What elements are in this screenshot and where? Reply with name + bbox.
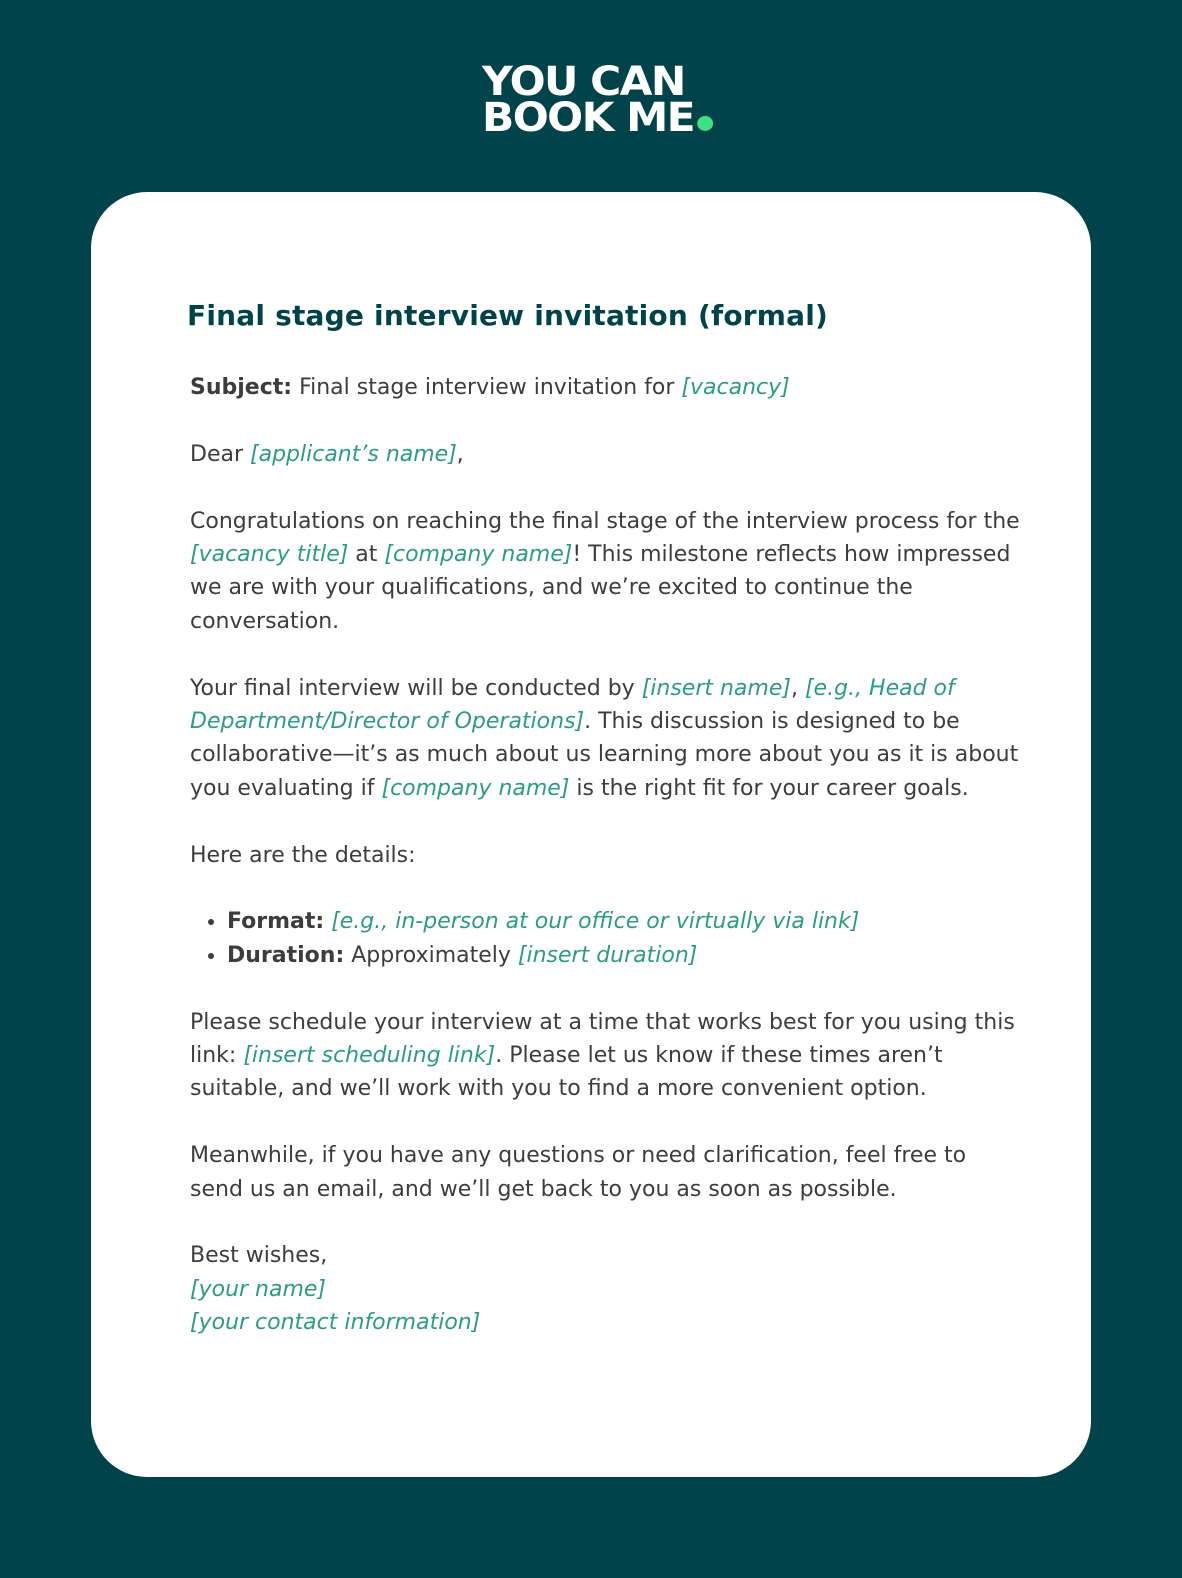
- para1-text-1: Congratulations on reaching the final stage of the interview process for the: [190, 508, 1020, 534]
- para3-text-1: Please schedule your interview at a time that works best for you using this link:: [190, 1009, 1015, 1069]
- duration-label: Duration:: [227, 942, 345, 968]
- subject-label: Subject:: [190, 375, 293, 400]
- para2-text-1: Your final interview will be conducted by: [190, 675, 642, 701]
- document-content: [187, 296, 1020, 1340]
- para2-text-3: . This discussion is designed to be collaborative—it’s as much about us learning more about you as it is about you evaluating if: [190, 709, 1019, 801]
- brand-logo: [0, 59, 1182, 141]
- placeholder-your-name: [your name]: [190, 1276, 327, 1302]
- logo-wordmark: [481, 59, 700, 141]
- placeholder-interviewer-role: [e.g., Head of Department/Director of Operations]: [190, 675, 955, 735]
- format-label: Format:: [227, 909, 325, 935]
- placeholder-vacancy: [vacancy]: [681, 375, 790, 400]
- signature-block: [190, 1239, 1020, 1339]
- greeting: [190, 438, 1020, 471]
- placeholder-company-name: [company name]: [384, 542, 573, 567]
- logo-line-1: YOU CAN: [481, 59, 685, 105]
- placeholder-contact-info: [your contact information]: [190, 1310, 481, 1336]
- list-item-duration: [227, 939, 1020, 972]
- logo-line-2: [481, 95, 713, 141]
- duration-text: Approximately: [344, 942, 518, 968]
- subject-line: [190, 371, 1020, 404]
- placeholder-vacancy-title: [vacancy title]: [190, 542, 349, 567]
- closing-text: Best wishes,: [190, 1243, 328, 1269]
- paragraph-questions: Meanwhile, if you have any questions or need clarification, feel free to send us an email, and we’ll get back to you as soon as possible.: [190, 1143, 967, 1202]
- placeholder-format: [e.g., in-person at our office or virtually via link]: [331, 909, 860, 935]
- logo-line-2-text: BOOK ME: [481, 95, 695, 141]
- details-intro: Here are the details:: [190, 842, 416, 868]
- paragraph-scheduling: [190, 1006, 1020, 1106]
- subject-text: Final stage interview invitation for: [292, 375, 682, 400]
- para2-text-2: ,: [790, 675, 805, 701]
- placeholder-scheduling-link: [insert scheduling link]: [243, 1043, 496, 1069]
- paragraph-congratulations: [190, 505, 1020, 639]
- para1-text-3: ! This milestone reflects how impressed we are with your qualifications, and we’re excited to continue the conversation.: [190, 542, 1011, 634]
- para1-text-2: at: [348, 542, 385, 567]
- placeholder-duration: [insert duration]: [517, 942, 698, 968]
- paragraph-interviewer: [190, 672, 1020, 806]
- logo-dot-icon: [697, 116, 713, 131]
- para3-text-2: . Please let us know if these times aren’t suitable, and we’ll work with you to find a more convenient option.: [190, 1043, 943, 1102]
- document-card: [91, 192, 1091, 1477]
- greeting-text: Dear: [190, 441, 250, 467]
- placeholder-company-name-2: [company name]: [381, 775, 570, 801]
- greeting-end: ,: [456, 441, 464, 467]
- para2-text-4: is the right fit for your career goals.: [569, 775, 969, 801]
- document-title: Final stage interview invitation (formal): [187, 299, 829, 332]
- list-item-format: [227, 905, 1020, 938]
- placeholder-interviewer-name: [insert name]: [641, 675, 791, 701]
- placeholder-applicant-name: [applicant’s name]: [250, 441, 457, 467]
- details-list: [190, 905, 1020, 972]
